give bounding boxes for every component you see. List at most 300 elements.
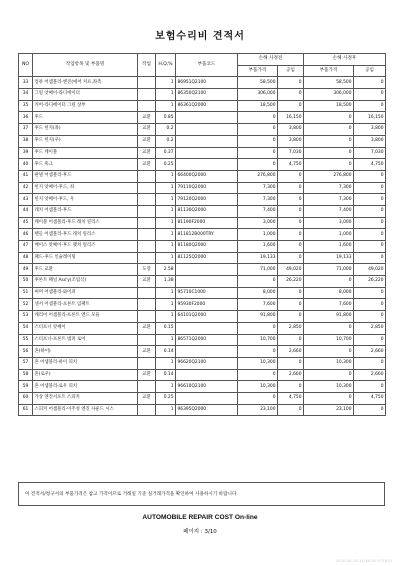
header-labor-after: 공임 <box>354 65 386 77</box>
cell-work: 교환 <box>138 346 156 358</box>
cell-item: 래치 어셈블리-후드 <box>33 205 138 217</box>
cell-l2: 2,660 <box>354 369 386 381</box>
cell-code: 86361Q2000 <box>176 100 238 112</box>
cell-p2: 7,300 <box>304 182 354 194</box>
cell-work <box>138 100 156 112</box>
cell-code: 95930F2000 <box>176 299 238 311</box>
header-work-item: 작업항목 및 부품명 <box>33 54 138 77</box>
cell-no: 60 <box>19 392 33 404</box>
cell-no: 40 <box>19 159 33 171</box>
cell-l1: 0 <box>278 381 304 393</box>
cell-hq: 1 <box>156 357 176 369</box>
cell-no: 59 <box>19 381 33 393</box>
cell-l2: 0 <box>354 217 386 229</box>
cell-l1: 2,660 <box>278 369 304 381</box>
cell-item: 스티프너 앗쎄이 <box>33 322 138 334</box>
cell-work: 교환 <box>138 392 156 404</box>
cell-item: 패드-후드 인슐레이팅 <box>33 252 138 264</box>
cell-item: 커버-라디에이터 그릴 상부 <box>33 100 138 112</box>
cell-item: 후드 케이블 <box>33 147 138 159</box>
cell-p2: 0 <box>304 276 354 288</box>
table-row <box>19 334 386 346</box>
cell-p2: 7,300 <box>304 194 354 206</box>
cell-hq: 1 <box>156 241 176 253</box>
cell-p1: 7,400 <box>238 205 278 217</box>
cell-code: 81130Q2000 <box>176 205 238 217</box>
cell-code <box>176 264 238 276</box>
cell-l1: 0 <box>278 299 304 311</box>
cell-p2: 10,300 <box>304 381 354 393</box>
header-part-price-after: 부품가격 <box>304 65 354 77</box>
cell-code: 86571Q2000 <box>176 334 238 346</box>
cell-l2: 16,150 <box>354 112 386 124</box>
table-row <box>19 404 386 416</box>
cell-code: 96395Q2000 <box>176 404 238 416</box>
cell-hq: 1 <box>156 182 176 194</box>
cell-code: 79120Q2000 <box>176 194 238 206</box>
cell-l1: 0 <box>278 334 304 346</box>
cell-code: 86951Q2100 <box>176 77 238 89</box>
cell-code: 79110Q2000 <box>176 182 238 194</box>
cell-hq: 1 <box>156 170 176 182</box>
cell-no: 49 <box>19 264 33 276</box>
cell-hq: 1 <box>156 89 176 101</box>
cell-l1: 2,660 <box>278 346 304 358</box>
cell-work <box>138 299 156 311</box>
cell-item: 혼 어셈블리-하이 피치 <box>33 357 138 369</box>
cell-code: 86350Q2100 <box>176 89 238 101</box>
cell-p1: 7,300 <box>238 182 278 194</box>
cell-l2: 0 <box>354 89 386 101</box>
cell-p1: 0 <box>238 135 278 147</box>
cell-hq: 1 <box>156 311 176 323</box>
cell-code <box>176 346 238 358</box>
header-part-code: 부품코드 <box>176 54 238 77</box>
notice-text: 이 견적서/청구서의 부품가격은 참고 가격이므로 거래일 기준 실거래가격을 확인하여 사용하시기 바랍니다. <box>25 492 238 497</box>
cell-work <box>138 241 156 253</box>
footer-title: AUTOMOBILE REPAIR COST On-line <box>142 514 258 521</box>
cell-l1: 26,220 <box>278 276 304 288</box>
table-row <box>19 322 386 334</box>
cell-code: 81180Q2000 <box>176 241 238 253</box>
cell-p2: 0 <box>304 112 354 124</box>
cell-hq: 1 <box>156 299 176 311</box>
cell-work: 교환 <box>138 124 156 136</box>
cell-hq: 1.38 <box>156 276 176 288</box>
header-part-price-before: 부품가격 <box>238 65 278 77</box>
table-row <box>19 299 386 311</box>
cell-l1: 0 <box>278 252 304 264</box>
cell-work <box>138 229 156 241</box>
cell-p2: 23,100 <box>304 404 354 416</box>
table-row <box>19 392 386 404</box>
cell-p2: 91,800 <box>304 311 354 323</box>
table-row <box>19 170 386 182</box>
table-row <box>19 381 386 393</box>
cell-item: 후론트 패널 Ass'y(조립식) <box>33 276 138 288</box>
table-row <box>19 135 386 147</box>
cell-hq: 0.25 <box>156 159 176 171</box>
cell-work: 도장 <box>138 264 156 276</box>
cell-p1: 0 <box>238 276 278 288</box>
cell-p1: 23,100 <box>238 404 278 416</box>
estimate-rows <box>19 77 386 416</box>
cell-code <box>176 392 238 404</box>
cell-p1: 58,500 <box>238 77 278 89</box>
cell-l2: 2,850 <box>354 322 386 334</box>
cell-l2: 0 <box>354 357 386 369</box>
cell-code: 66400Q2000 <box>176 170 238 182</box>
cell-hq: 1 <box>156 381 176 393</box>
cell-hq: 1 <box>156 100 176 112</box>
cell-l1: 0 <box>278 194 304 206</box>
cell-p2: 0 <box>304 369 354 381</box>
cell-item: 그릴 앗쎄이-라디에이터 <box>33 89 138 101</box>
cell-p2: 58,500 <box>304 77 354 89</box>
cell-l1: 4,750 <box>278 392 304 404</box>
cell-work: 교환 <box>138 135 156 147</box>
cell-p1: 18,500 <box>238 100 278 112</box>
cell-p1: 0 <box>238 124 278 136</box>
cell-hq: 0.14 <box>156 369 176 381</box>
cell-item: 가상 엔진서포트 스피커 <box>33 392 138 404</box>
cell-l2: 0 <box>354 194 386 206</box>
cell-p2: 3,000 <box>304 217 354 229</box>
cell-no: 39 <box>19 147 33 159</box>
cell-l2: 26,220 <box>354 276 386 288</box>
cell-l1: 0 <box>278 182 304 194</box>
cell-p2: 306,000 <box>304 89 354 101</box>
cell-code: 811812B000TRY <box>176 229 238 241</box>
cell-no: 38 <box>19 135 33 147</box>
cell-work <box>138 311 156 323</box>
cell-code <box>176 276 238 288</box>
cell-item: 후드 교환 <box>33 264 138 276</box>
cell-p2: 1,000 <box>304 229 354 241</box>
cell-p1: 1,000 <box>238 229 278 241</box>
table-row <box>19 252 386 264</box>
cell-work: 교환 <box>138 147 156 159</box>
cell-p2: 10,700 <box>304 334 354 346</box>
cell-no: 56 <box>19 346 33 358</box>
cell-l2: 0 <box>354 170 386 182</box>
cell-p1: 91,800 <box>238 311 278 323</box>
table-row <box>19 89 386 101</box>
cell-l1: 16,150 <box>278 112 304 124</box>
cell-no: 54 <box>19 322 33 334</box>
cell-l1: 0 <box>278 357 304 369</box>
cell-hq: 0.25 <box>156 392 176 404</box>
cell-p2: 0 <box>304 346 354 358</box>
cell-work: 교환 <box>138 159 156 171</box>
cell-l1: 7,030 <box>278 147 304 159</box>
table-row <box>19 369 386 381</box>
cell-no: 50 <box>19 276 33 288</box>
cell-p2: 0 <box>304 392 354 404</box>
cell-item: 혼 어셈블리-로우 피치 <box>33 381 138 393</box>
table-row <box>19 264 386 276</box>
cell-p2: 0 <box>304 135 354 147</box>
cell-p1: 10,300 <box>238 381 278 393</box>
table-row <box>19 147 386 159</box>
cell-p1: 1,600 <box>238 241 278 253</box>
cell-p1: 276,800 <box>238 170 278 182</box>
cell-work: 교환 <box>138 322 156 334</box>
cell-hq: 0.85 <box>156 112 176 124</box>
cell-item: 후드 힌지(우) <box>33 135 138 147</box>
cell-code: 64101Q2000 <box>176 311 238 323</box>
cell-l1: 0 <box>278 217 304 229</box>
cell-no: 35 <box>19 100 33 112</box>
table-row <box>19 100 386 112</box>
cell-no: 55 <box>19 334 33 346</box>
cell-no: 43 <box>19 194 33 206</box>
cell-l2: 4,750 <box>354 159 386 171</box>
cell-code: 81125Q2000 <box>176 252 238 264</box>
cell-no: 37 <box>19 124 33 136</box>
cell-p1: 3,000 <box>238 217 278 229</box>
cell-l2: 0 <box>354 299 386 311</box>
cell-item: 힌지 앗쎄이-후드, 우 <box>33 194 138 206</box>
cell-no: 52 <box>19 299 33 311</box>
cell-l2: 0 <box>354 182 386 194</box>
cell-item: 힌지 앗쎄이-후드, 좌 <box>33 182 138 194</box>
cell-l2: 0 <box>354 205 386 217</box>
cell-work <box>138 357 156 369</box>
cell-no: 34 <box>19 89 33 101</box>
cell-l1: 0 <box>278 404 304 416</box>
cell-item: 캐리어 어셈블리-프론트 엔드 모듈 <box>33 311 138 323</box>
cell-p1: 0 <box>238 159 278 171</box>
cell-item: 베이스 앗쎄이-후드 랫치 릴리즈 <box>33 241 138 253</box>
cell-item: 스티프너-프론트 범퍼 로어 <box>33 334 138 346</box>
cell-work <box>138 217 156 229</box>
cell-item: 혼(하이) <box>33 346 138 358</box>
table-row <box>19 112 386 124</box>
cell-p2: 19,133 <box>304 252 354 264</box>
cell-no: 58 <box>19 369 33 381</box>
cell-l2: 3,800 <box>354 124 386 136</box>
cell-no: 41 <box>19 170 33 182</box>
cell-l2: 49,020 <box>354 264 386 276</box>
cell-code: 96620Q2100 <box>176 357 238 369</box>
table-row <box>19 194 386 206</box>
header-labor-before: 공임 <box>278 65 304 77</box>
page-title: 보험수리비 견적서 <box>155 31 245 42</box>
notice-box <box>18 482 385 506</box>
cell-p1: 0 <box>238 392 278 404</box>
cell-hq: 1 <box>156 334 176 346</box>
cell-p2: 1,600 <box>304 241 354 253</box>
cell-work <box>138 334 156 346</box>
cell-work <box>138 287 156 299</box>
cell-hq: 1 <box>156 77 176 89</box>
cell-p1: 10,700 <box>238 334 278 346</box>
cell-item: 센서 어셈블리-프론트 임팩트 <box>33 299 138 311</box>
cell-item: 후드 훅크 <box>33 159 138 171</box>
cell-work <box>138 404 156 416</box>
cell-p2: 7,400 <box>304 205 354 217</box>
cell-no: 53 <box>19 311 33 323</box>
cell-hq: 1 <box>156 229 176 241</box>
cell-l2: 7,030 <box>354 147 386 159</box>
cell-item: 스피커 어셈블리-이주성 엔진 사운드 시스 <box>33 404 138 416</box>
cell-work <box>138 252 156 264</box>
header-no: NO <box>19 54 33 77</box>
cell-p1: 306,000 <box>238 89 278 101</box>
cell-p2: 0 <box>304 159 354 171</box>
cell-l2: 0 <box>354 77 386 89</box>
print-timestamp: 2020-04-15 11:16:35 R71670 <box>335 558 392 563</box>
cell-l2: 0 <box>354 287 386 299</box>
cell-code <box>176 322 238 334</box>
cell-l2: 2,660 <box>354 346 386 358</box>
table-row <box>19 182 386 194</box>
cell-p2: 18,500 <box>304 100 354 112</box>
cell-code: 96610Q2100 <box>176 381 238 393</box>
cell-p2: 71,000 <box>304 264 354 276</box>
cell-item: 컴퓨 어셈블리-엔진(에어 커프,좌측 <box>33 77 138 89</box>
cell-p1: 19,133 <box>238 252 278 264</box>
cell-p1: 7,600 <box>238 299 278 311</box>
cell-hq: 0.2 <box>156 135 176 147</box>
cell-l2: 0 <box>354 404 386 416</box>
cell-work <box>138 77 156 89</box>
cell-l2: 0 <box>354 252 386 264</box>
cell-code <box>176 112 238 124</box>
cell-hq: 0.37 <box>156 147 176 159</box>
cell-code: 95710C1000 <box>176 287 238 299</box>
cell-no: 45 <box>19 217 33 229</box>
cell-p1: 0 <box>238 147 278 159</box>
cell-p2: 0 <box>304 322 354 334</box>
cell-hq: 1 <box>156 404 176 416</box>
table-row <box>19 229 386 241</box>
cell-item: 후드 힌지(좌) <box>33 124 138 136</box>
cell-item: 써머 어셈블리-와이퍼 <box>33 287 138 299</box>
cell-l1: 4,750 <box>278 159 304 171</box>
cell-work: 교환 <box>138 369 156 381</box>
table-row <box>19 205 386 217</box>
cell-work <box>138 194 156 206</box>
cell-work <box>138 205 156 217</box>
cell-hq: 1 <box>156 252 176 264</box>
cell-p1: 0 <box>238 322 278 334</box>
table-row <box>19 311 386 323</box>
header-hq: H,Q,% <box>156 54 176 77</box>
cell-work <box>138 381 156 393</box>
cell-l2: 3,800 <box>354 135 386 147</box>
cell-work <box>138 170 156 182</box>
estimate-table <box>18 53 386 416</box>
table-row <box>19 124 386 136</box>
cell-p2: 10,300 <box>304 357 354 369</box>
cell-code <box>176 135 238 147</box>
cell-no: 36 <box>19 112 33 124</box>
cell-l2: 0 <box>354 241 386 253</box>
cell-no: 47 <box>19 241 33 253</box>
cell-l2: 0 <box>354 334 386 346</box>
table-row <box>19 276 386 288</box>
cell-p1: 0 <box>238 346 278 358</box>
cell-hq: 0.14 <box>156 346 176 358</box>
cell-hq: 1 <box>156 217 176 229</box>
table-row <box>19 346 386 358</box>
page-number: 페이지 : 3/10 <box>183 529 217 535</box>
cell-l2: 4,750 <box>354 392 386 404</box>
table-row <box>19 159 386 171</box>
cell-l2: 0 <box>354 311 386 323</box>
cell-code <box>176 159 238 171</box>
cell-item: 후드 <box>33 112 138 124</box>
cell-no: 44 <box>19 205 33 217</box>
cell-item: 케이블 어셈블리-후드 래치 릴리스 <box>33 217 138 229</box>
cell-l1: 0 <box>278 311 304 323</box>
table-row <box>19 357 386 369</box>
cell-l1: 0 <box>278 287 304 299</box>
cell-no: 51 <box>19 287 33 299</box>
cell-work <box>138 89 156 101</box>
cell-item: 판넬 어셈블리-후드 <box>33 170 138 182</box>
cell-l1: 0 <box>278 241 304 253</box>
cell-hq: 1 <box>156 205 176 217</box>
cell-no: 42 <box>19 182 33 194</box>
cell-code <box>176 369 238 381</box>
cell-l1: 0 <box>278 229 304 241</box>
cell-work: 교환 <box>138 112 156 124</box>
cell-l1: 3,800 <box>278 124 304 136</box>
cell-l1: 0 <box>278 77 304 89</box>
cell-no: 61 <box>19 404 33 416</box>
cell-l1: 2,850 <box>278 322 304 334</box>
header-before-adjust: 손해 사정전 <box>238 54 304 66</box>
cell-item: 혼(로우) <box>33 369 138 381</box>
cell-p2: 0 <box>304 147 354 159</box>
cell-l1: 49,020 <box>278 264 304 276</box>
cell-code <box>176 124 238 136</box>
cell-no: 33 <box>19 77 33 89</box>
cell-p2: 276,800 <box>304 170 354 182</box>
cell-l1: 3,800 <box>278 135 304 147</box>
table-row <box>19 77 386 89</box>
header-after-adjust: 손해 사정후 <box>304 54 386 66</box>
table-row <box>19 217 386 229</box>
cell-item: 핸들 어셈블리-후드 래치 릴리스 <box>33 229 138 241</box>
cell-l1: 0 <box>278 205 304 217</box>
cell-p2: 7,600 <box>304 299 354 311</box>
cell-work <box>138 182 156 194</box>
cell-p1: 0 <box>238 112 278 124</box>
cell-hq: 0.2 <box>156 124 176 136</box>
cell-p1: 8,000 <box>238 287 278 299</box>
cell-l2: 0 <box>354 381 386 393</box>
cell-code <box>176 147 238 159</box>
cell-l1: 0 <box>278 89 304 101</box>
cell-no: 57 <box>19 357 33 369</box>
cell-l1: 0 <box>278 100 304 112</box>
cell-l1: 0 <box>278 170 304 182</box>
cell-p2: 8,000 <box>304 287 354 299</box>
cell-l2: 0 <box>354 100 386 112</box>
cell-no: 48 <box>19 252 33 264</box>
cell-no: 46 <box>19 229 33 241</box>
cell-p2: 0 <box>304 124 354 136</box>
cell-p1: 71,000 <box>238 264 278 276</box>
cell-hq: 0.15 <box>156 322 176 334</box>
cell-l2: 0 <box>354 229 386 241</box>
header-work: 작업 <box>138 54 156 77</box>
cell-hq: 1 <box>156 287 176 299</box>
